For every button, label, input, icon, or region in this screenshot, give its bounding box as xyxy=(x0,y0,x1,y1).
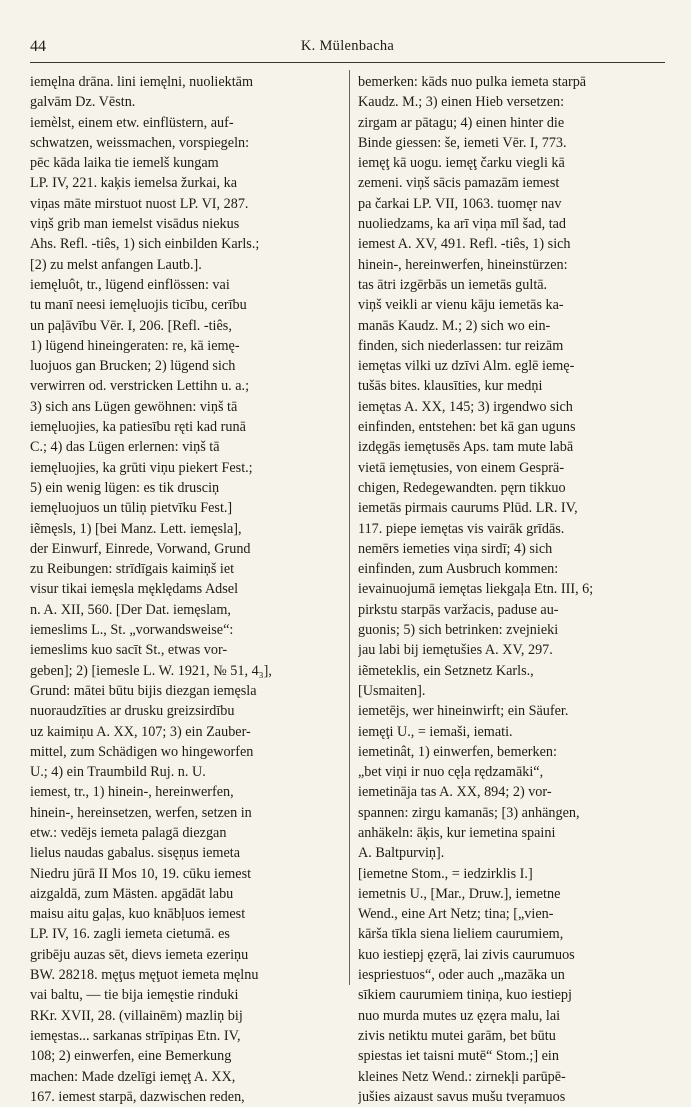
text-line: iemeslims kuo sacīt St., etwas vor- xyxy=(30,642,228,659)
text-line: guonis; 5) sich betrinken: zvejnieki xyxy=(358,622,559,639)
text-line: zu Reibungen: strīdīgais kaimiņš iet xyxy=(30,561,235,578)
text-line: iẽmęsls, 1) [bei Manz. Lett. iemęsla], xyxy=(30,520,242,537)
text-line: hinein-, hereinsetzen, werfen, setzen in xyxy=(30,804,252,821)
text-line: 108; 2) einwerfen, eine Bemerkung xyxy=(30,1048,232,1065)
text-line: nuoraudzīties ar drusku greizsirdību xyxy=(30,703,235,720)
text-line: iemetējs, wer hineinwirft; ein Säufer. xyxy=(358,703,569,720)
text-line: iemęluojuos un tūliņ pietvīku Fest.] xyxy=(30,500,233,517)
text-line: geben]; 2) [iemesle L. W. 1921, № 51, 4₃], xyxy=(30,662,272,679)
text-line: iemęluojies, ka grūti viņu piekert Fest.; xyxy=(30,459,253,476)
text-line: iemeslims L., St. „vorwandsweise“: xyxy=(30,622,234,639)
text-line: der Einwurf, Einrede, Vorwand, Grund xyxy=(30,540,251,557)
text-line: hinein-, hereinwerfen, hineinstürzen: xyxy=(358,256,568,273)
text-line: mittel, zum Schädigen wo hingeworfen xyxy=(30,743,254,760)
text-line: A. Baltpurviņ]. xyxy=(358,845,445,862)
text-line: n. A. XII, 560. [Der Dat. iemęslam, xyxy=(30,601,231,618)
text-line: gribēju auzas sēt, dievs iemeta ezeriņu xyxy=(30,946,249,963)
text-line: Ahs. Refl. -tiês, 1) sich einbilden Karls.; xyxy=(30,236,260,253)
text-line: zirgam ar pātagu; 4) einen hinter die xyxy=(358,114,565,131)
text-line: iemęluôt, tr., lügend einflössen: vai xyxy=(30,276,230,293)
text-line: Niedru jūrā II Mos 10, 19. cūku iemest xyxy=(30,865,252,882)
text-line: 5) ein wenig lügen: es tik drusciņ xyxy=(30,479,220,496)
text-line: „bet viņi ir nuo cęļa rędzamāki“, xyxy=(358,764,544,781)
text-line: tušās bites. klausīties, kur medņi xyxy=(358,378,543,395)
text-line: manās Kaudz. M.; 2) sich wo ein- xyxy=(358,317,551,334)
text-line: izdęgās iemętusēs Aps. tam mute labā xyxy=(358,439,574,456)
text-line: LP. IV, 221. kaķis iemelsa žurkai, ka xyxy=(30,175,237,192)
text-line: vai baltu, — tie bija iemęstie rinduki xyxy=(30,987,239,1004)
text-line: 1) lügend hineingeraten: re, kā iemę- xyxy=(30,337,240,354)
text-line: finden, sich niederlassen: tur reizām xyxy=(358,337,564,354)
text-line: bemerken: kāds nuo pulka iemeta starpā xyxy=(358,74,587,90)
text-line: iemetinât, 1) einwerfen, bemerken: xyxy=(358,743,557,760)
text-line: iemętas A. XX, 145; 3) irgendwo sich xyxy=(358,398,573,415)
text-line: iemetās pirmais caurums Plūd. LR. IV, xyxy=(358,500,578,517)
text-line: schwatzen, weissmachen, vorspiegeln: xyxy=(30,134,250,151)
text-line: galvām Dz. Vēstn. xyxy=(30,94,136,111)
text-line: [2) zu melst anfangen Lautb.]. xyxy=(30,256,202,273)
text-line: 3) sich ans Lügen gewöhnen: viņš tā xyxy=(30,398,238,415)
text-line: visur tikai iemęsla męklędams Adsel xyxy=(30,581,239,598)
text-line: tas ātri izgērbās un iemetās gultā. xyxy=(358,276,548,293)
text-line: BW. 28218. męţus męţuot iemeta męlnu xyxy=(30,967,259,984)
text-line: [iemetne Stom., = iedzirklis I.] xyxy=(358,865,533,882)
text-line: kleines Netz Wend.: zirnekļi parūpē- xyxy=(358,1068,566,1085)
text-line: ievainuojumā iemętas liekgaļa Etn. III, 6; xyxy=(358,581,594,598)
text-line: RKr. XVII, 28. (villainēm) mazliņ bij xyxy=(30,1007,243,1024)
text-line: machen: Made dzelīgi iemęţ A. XX, xyxy=(30,1068,236,1085)
text-line: iemetnis U., [Mar., Druw.], iemetne xyxy=(358,885,561,902)
text-line: kuo iestiepj ęzęrā, lai zivis caurumuos xyxy=(358,946,575,963)
column-divider xyxy=(349,70,350,985)
right-column xyxy=(358,72,666,1107)
text-line: viņas māte mirstuot nuost LP. VI, 287. xyxy=(30,195,249,212)
text-line: iẽmeteklis, ein Setznetz Karls., xyxy=(358,662,534,679)
text-line: viņš veikli ar vienu kāju iemetās ka- xyxy=(358,297,564,314)
text-line: zivis netiktu mutei garām, bet būtu xyxy=(358,1027,556,1044)
text-line: 117. piepe iemętas vis vairāk grīdās. xyxy=(358,520,565,537)
text-line: iemęţi U., = iemaši, iemati. xyxy=(358,723,513,740)
text-line: Grund: mātei būtu bijis diezgan iemęsla xyxy=(30,682,257,699)
text-line: jušies aizaust savus mušu tveŗamuos xyxy=(358,1088,566,1105)
left-column xyxy=(30,72,338,1107)
page-header xyxy=(30,38,665,60)
text-line: uz kaimiņu A. XX, 107; 3) ein Zauber- xyxy=(30,723,251,740)
text-line: chigen, Redegewandten. pęrn tikkuo xyxy=(358,479,566,496)
text-line: 167. iemest starpā, dazwischen reden, xyxy=(30,1088,245,1105)
text-line: verwirren od. verstricken Lettihn u. a.; xyxy=(30,378,250,395)
text-line: iemèlst, einem etw. einflüstern, auf- xyxy=(30,114,234,131)
text-line: luojuos gan Brucken; 2) lügend sich xyxy=(30,358,236,375)
text-line: sīkiem caurumiem tiniņa, kuo iestiepj xyxy=(358,987,572,1004)
text-line: un paļāvību Vēr. I, 206. [Refl. -tiês, xyxy=(30,317,232,334)
text-line: viņš grib man iemelst visādus niekus xyxy=(30,216,240,233)
text-line: Kaudz. M.; 3) einen Hieb versetzen: xyxy=(358,94,565,111)
text-line: vietā iemętusies, von einem Gesprä- xyxy=(358,459,565,476)
text-line: iespriestuos“, oder auch „mazāka un xyxy=(358,967,565,984)
text-line: nuoliedzams, ka arī viņa mīl šad, tad xyxy=(358,216,567,233)
text-line: iemetināja tas A. XX, 894; 2) vor- xyxy=(358,784,552,801)
header-rule xyxy=(30,62,665,63)
text-line: iemęţ kā uogu. iemęţ čarku viegli kā xyxy=(358,155,565,172)
text-line: pirkstu starpās varžacis, paduse au- xyxy=(358,601,559,618)
text-line: nuo murda mutes uz ęzęra malu, lai xyxy=(358,1007,561,1024)
running-title: K. Mülenbacha xyxy=(300,38,395,54)
text-line: iemęlna drāna. lini iemęlni, nuoliektām xyxy=(30,74,253,90)
text-line: jau labi bij iemętušies A. XV, 297. xyxy=(358,642,553,659)
text-line: spiestas iet taisni mutē“ Stom.;] ein xyxy=(358,1048,559,1065)
text-line: Wend., eine Art Netz; tina; [„vien- xyxy=(358,906,554,923)
text-line: iemest, tr., 1) hinein-, hereinwerfen, xyxy=(30,784,234,801)
text-line: einfinden, entstehen: bet kā gan uguns xyxy=(358,419,576,436)
text-line: pa čarkai LP. VII, 1063. tuomęr nav xyxy=(358,195,562,212)
text-line: tu manī neesi iemęluojis ticību, cerību xyxy=(30,297,247,314)
text-line: U.; 4) ein Traumbild Ruj. n. U. xyxy=(30,764,206,781)
page-number: 44 xyxy=(30,38,46,55)
text-line: C.; 4) das Lügen erlernen: viņš tā xyxy=(30,439,220,456)
text-line: einfinden, zum Ausbruch kommen: xyxy=(358,561,559,578)
text-line: aizgaldā, zum Mästen. apgādāt labu xyxy=(30,885,234,902)
text-line: lielus naudas gabalus. sisęņus iemeta xyxy=(30,845,241,862)
text-line: LP. IV, 16. zagli iemeta cietumā. es xyxy=(30,926,230,943)
text-line: kārša tīkla siena lieliem caurumiem, xyxy=(358,926,564,943)
text-line: pēc kāda laika tie iemelš kungam xyxy=(30,155,219,172)
text-line: iemęstas... sarkanas strīpiņas Etn. IV, xyxy=(30,1027,241,1044)
text-line: anhäkeln: āķis, kur iemetina spaini xyxy=(358,824,556,841)
text-line: etw.: vedējs iemeta palagā diezgan xyxy=(30,824,227,841)
text-line: Binde giessen: še, iemeti Vēr. I, 773. xyxy=(358,134,567,151)
text-line: maisu aitu gaļas, kuo knābļuos iemest xyxy=(30,906,246,923)
text-line: nemērs iemeties viņa sirdī; 4) sich xyxy=(358,540,553,557)
text-line: iemęluojies, ka patiesību ręti kad runā xyxy=(30,419,246,436)
text-line: spannen: zirgu kamanās; [3) anhängen, xyxy=(358,804,580,821)
text-line: iemętas vilki uz dzīvi Alm. eglē iemę- xyxy=(358,358,575,375)
text-line: [Usmaiten]. xyxy=(358,682,426,699)
text-line: iemest A. XV, 491. Refl. -tiês, 1) sich xyxy=(358,236,571,253)
text-line: zemeni. viņš sācis pamazām iemest xyxy=(358,175,560,192)
